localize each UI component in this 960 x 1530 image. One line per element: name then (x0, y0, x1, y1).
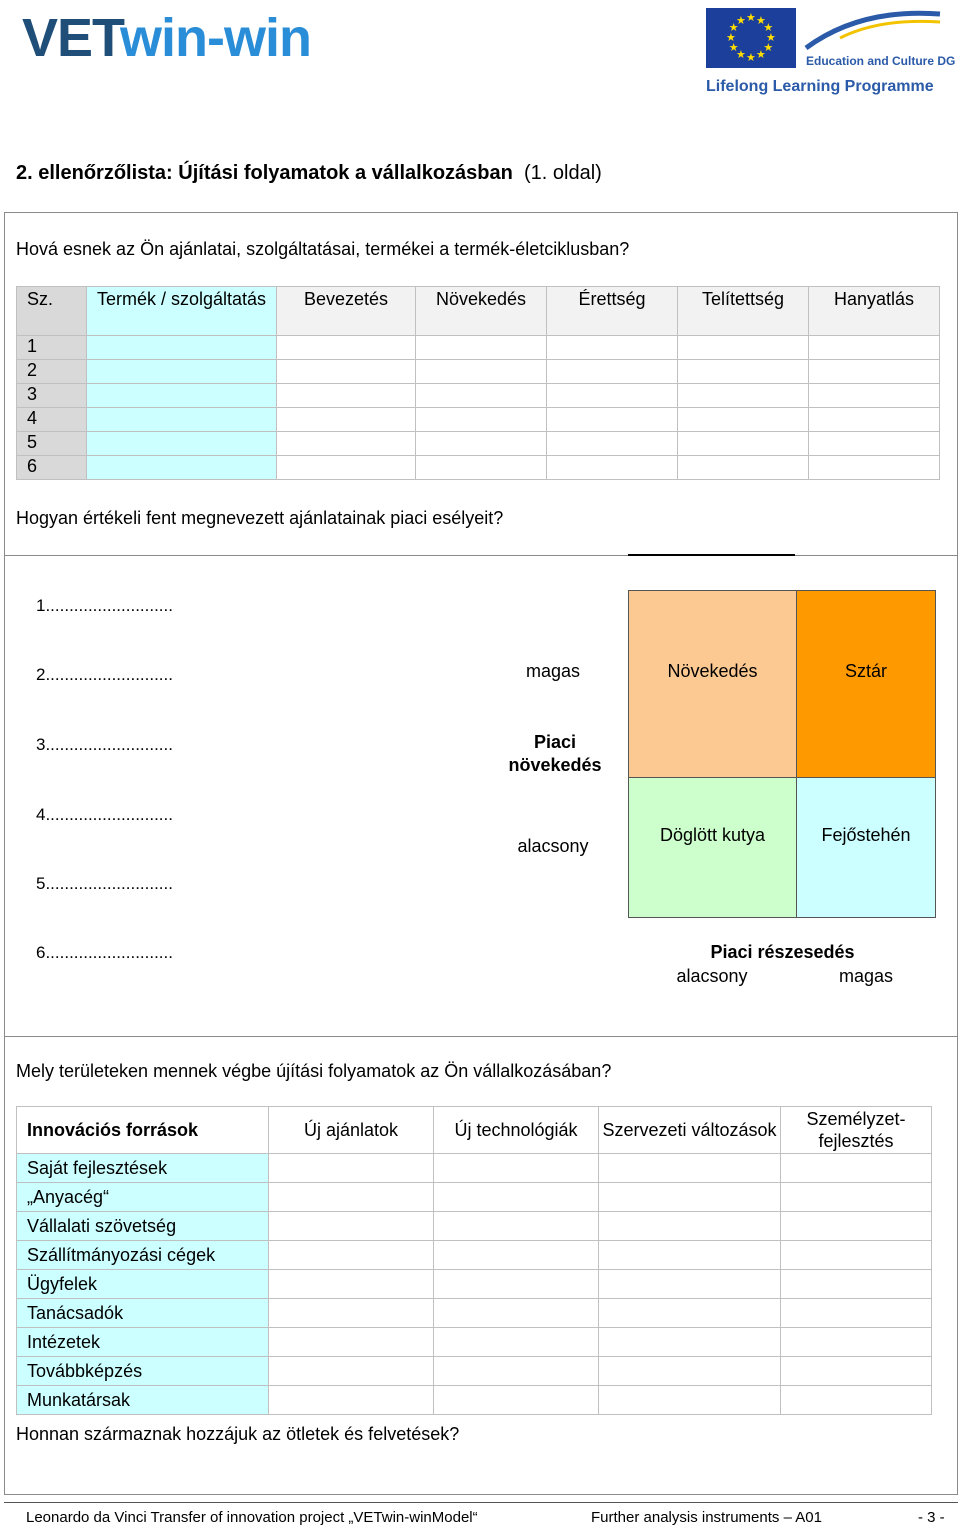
row-number: 6 (17, 456, 87, 480)
stage-cell[interactable] (416, 408, 547, 432)
answer-line-2[interactable]: 2........................... (36, 665, 173, 684)
innovation-question: Mely területeken mennek végbe újítási folyamatok az Ön vállalkozásában? (16, 1061, 612, 1081)
stage-cell[interactable] (277, 408, 416, 432)
stage-cell[interactable] (416, 336, 547, 360)
ideas-question: Honnan származnak hozzájuk az ötletek és felvetések? (16, 1424, 460, 1444)
stage-cell[interactable] (809, 336, 940, 360)
product-input-cell[interactable] (87, 336, 277, 360)
row-number: 4 (17, 408, 87, 432)
matrix-cell-growth: Növekedés (628, 590, 797, 778)
grid-cell[interactable] (599, 1212, 781, 1241)
stage-cell[interactable] (809, 408, 940, 432)
grid-cell[interactable] (269, 1241, 434, 1270)
grid-cell[interactable] (269, 1212, 434, 1241)
grid-cell[interactable] (434, 1241, 599, 1270)
product-input-cell[interactable] (87, 456, 277, 480)
title-page: (1. oldal) (523, 162, 602, 184)
section-divider (4, 555, 958, 556)
source-label: Munkatársak (17, 1386, 269, 1415)
lifecycle-question: Hová esnek az Ön ajánlatai, szolgáltatásai, termékei a termék-életciklusban? (16, 239, 630, 259)
stage-cell[interactable] (547, 336, 678, 360)
footer-page-number: - 3 - (918, 1509, 945, 1526)
grid-cell[interactable] (599, 1357, 781, 1386)
grid-cell[interactable] (599, 1386, 781, 1415)
source-label: „Anyacég“ (17, 1183, 269, 1212)
stage-cell[interactable] (277, 360, 416, 384)
row-number: 5 (17, 432, 87, 456)
stage-cell[interactable] (678, 456, 809, 480)
col-header: Személyzet-fejlesztés (781, 1107, 932, 1154)
product-input-cell[interactable] (87, 384, 277, 408)
grid-cell[interactable] (599, 1299, 781, 1328)
row-number: 3 (17, 384, 87, 408)
answer-line-6[interactable]: 6........................... (36, 943, 173, 962)
grid-cell[interactable] (599, 1241, 781, 1270)
grid-cell[interactable] (269, 1357, 434, 1386)
grid-cell[interactable] (599, 1328, 781, 1357)
grid-cell[interactable] (434, 1270, 599, 1299)
stage-cell[interactable] (416, 432, 547, 456)
grid-cell[interactable] (269, 1386, 434, 1415)
x-axis-title: Piaci részesedés (710, 942, 855, 962)
grid-cell[interactable] (781, 1154, 932, 1183)
eu-star-icon: ★ (736, 49, 746, 62)
eu-star-icon: ★ (756, 14, 766, 27)
grid-cell[interactable] (781, 1183, 932, 1212)
matrix-cell-dog: Döglött kutya (628, 777, 797, 918)
stage-cell[interactable] (809, 360, 940, 384)
matrix-cell-cow: Fejőstehén (796, 777, 936, 918)
source-label: Továbbképzés (17, 1357, 269, 1386)
stage-cell[interactable] (277, 336, 416, 360)
stage-cell[interactable] (809, 384, 940, 408)
eu-star-icon: ★ (746, 12, 756, 24)
row-number: 1 (17, 336, 87, 360)
row-number: 2 (17, 360, 87, 384)
eu-star-icon: ★ (766, 32, 776, 44)
grid-cell[interactable] (781, 1270, 932, 1299)
eu-star-icon: ★ (756, 49, 766, 62)
stage-cell[interactable] (277, 432, 416, 456)
eu-star-icon: ★ (763, 22, 774, 34)
answer-line-4[interactable]: 4........................... (36, 805, 173, 824)
grid-cell[interactable] (434, 1299, 599, 1328)
grid-cell[interactable] (434, 1357, 599, 1386)
grid-cell[interactable] (599, 1183, 781, 1212)
stage-cell[interactable] (547, 432, 678, 456)
footer-instrument: Further analysis instruments – A01 (591, 1509, 822, 1526)
grid-cell[interactable] (434, 1328, 599, 1357)
col-header: Új ajánlatok (269, 1107, 434, 1154)
grid-cell[interactable] (781, 1357, 932, 1386)
col-header-sources: Innovációs források (17, 1107, 269, 1154)
grid-cell[interactable] (599, 1154, 781, 1183)
stage-cell[interactable] (678, 360, 809, 384)
page-title (16, 162, 602, 185)
grid-cell[interactable] (781, 1328, 932, 1357)
x-axis-high: magas (838, 966, 894, 986)
lifecycle-table (16, 286, 940, 480)
col-header-product: Termék / szolgáltatás (87, 287, 277, 336)
eu-star-icon: ★ (736, 14, 746, 27)
x-axis-low: alacsony (676, 966, 748, 986)
market-question: Hogyan értékeli fent megnevezett ajánlatainak piaci esélyeit? (16, 508, 504, 528)
product-input-cell[interactable] (87, 432, 277, 456)
source-label: Szállítmányozási cégek (17, 1241, 269, 1270)
grid-cell[interactable] (434, 1212, 599, 1241)
matrix-top-line (628, 554, 795, 556)
source-label: Ügyfelek (17, 1270, 269, 1299)
stage-cell[interactable] (547, 408, 678, 432)
logo-part2: win-win (120, 8, 311, 68)
stage-cell[interactable] (416, 456, 547, 480)
grid-cell[interactable] (434, 1154, 599, 1183)
product-input-cell[interactable] (87, 408, 277, 432)
eu-flag-icon (706, 8, 796, 68)
y-axis-title: Piaci növekedés (508, 732, 602, 775)
col-header-stage: Érettség (547, 287, 678, 336)
source-label: Vállalati szövetség (17, 1212, 269, 1241)
footer-project: Leonardo da Vinci Transfer of innovation project „VETwin-winModel“ (26, 1509, 478, 1526)
col-header: Szervezeti változások (599, 1107, 781, 1154)
grid-cell[interactable] (434, 1183, 599, 1212)
grid-cell[interactable] (781, 1386, 932, 1415)
col-header-stage: Növekedés (416, 287, 547, 336)
vetwinwin-logo (22, 8, 311, 68)
stage-cell[interactable] (416, 360, 547, 384)
innovation-table (16, 1106, 932, 1415)
eu-star-icon: ★ (726, 32, 736, 44)
answer-line-1[interactable]: 1........................... (36, 596, 173, 615)
stage-cell[interactable] (678, 384, 809, 408)
title-bold: 2. ellenőrzőlista: Újítási folyamatok a vállalkozásban (16, 162, 513, 184)
grid-cell[interactable] (781, 1299, 932, 1328)
stage-cell[interactable] (547, 456, 678, 480)
source-label: Tanácsadók (17, 1299, 269, 1328)
lifelong-learning-text: Lifelong Learning Programme (706, 78, 934, 95)
grid-cell[interactable] (269, 1270, 434, 1299)
answer-line-3[interactable]: 3........................... (36, 735, 173, 754)
eu-dg-text: Education and Culture DG (806, 54, 956, 68)
stage-cell[interactable] (547, 384, 678, 408)
education-culture-swoosh-icon (800, 8, 950, 54)
stage-cell[interactable] (809, 432, 940, 456)
stage-cell[interactable] (678, 408, 809, 432)
col-header: Új technológiák (434, 1107, 599, 1154)
eu-star-icon: ★ (763, 42, 774, 54)
footer-rule (4, 1502, 958, 1503)
col-header-stage: Hanyatlás (809, 287, 940, 336)
grid-cell[interactable] (269, 1299, 434, 1328)
y-axis-low: alacsony (517, 836, 589, 856)
grid-cell[interactable] (781, 1212, 932, 1241)
grid-cell[interactable] (269, 1183, 434, 1212)
eu-star-icon: ★ (728, 42, 739, 54)
product-input-cell[interactable] (87, 360, 277, 384)
eu-star-icon: ★ (746, 52, 756, 64)
stage-cell[interactable] (277, 456, 416, 480)
grid-cell[interactable] (269, 1328, 434, 1357)
grid-cell[interactable] (781, 1241, 932, 1270)
stage-cell[interactable] (678, 336, 809, 360)
source-label: Intézetek (17, 1328, 269, 1357)
col-header-stage: Bevezetés (277, 287, 416, 336)
stage-cell[interactable] (678, 432, 809, 456)
col-header-stage: Telítettség (678, 287, 809, 336)
stage-cell[interactable] (809, 456, 940, 480)
section-divider (4, 1036, 958, 1037)
stage-cell[interactable] (547, 360, 678, 384)
grid-cell[interactable] (434, 1386, 599, 1415)
eu-star-icon: ★ (728, 22, 739, 34)
logo-part1: VET (22, 8, 121, 68)
answer-line-5[interactable]: 5........................... (36, 874, 173, 893)
grid-cell[interactable] (269, 1154, 434, 1183)
grid-cell[interactable] (599, 1270, 781, 1299)
col-header-sz: Sz. (17, 287, 87, 336)
y-axis-high: magas (525, 661, 581, 681)
stage-cell[interactable] (277, 384, 416, 408)
source-label: Saját fejlesztések (17, 1154, 269, 1183)
stage-cell[interactable] (416, 384, 547, 408)
matrix-cell-star: Sztár (796, 590, 936, 778)
